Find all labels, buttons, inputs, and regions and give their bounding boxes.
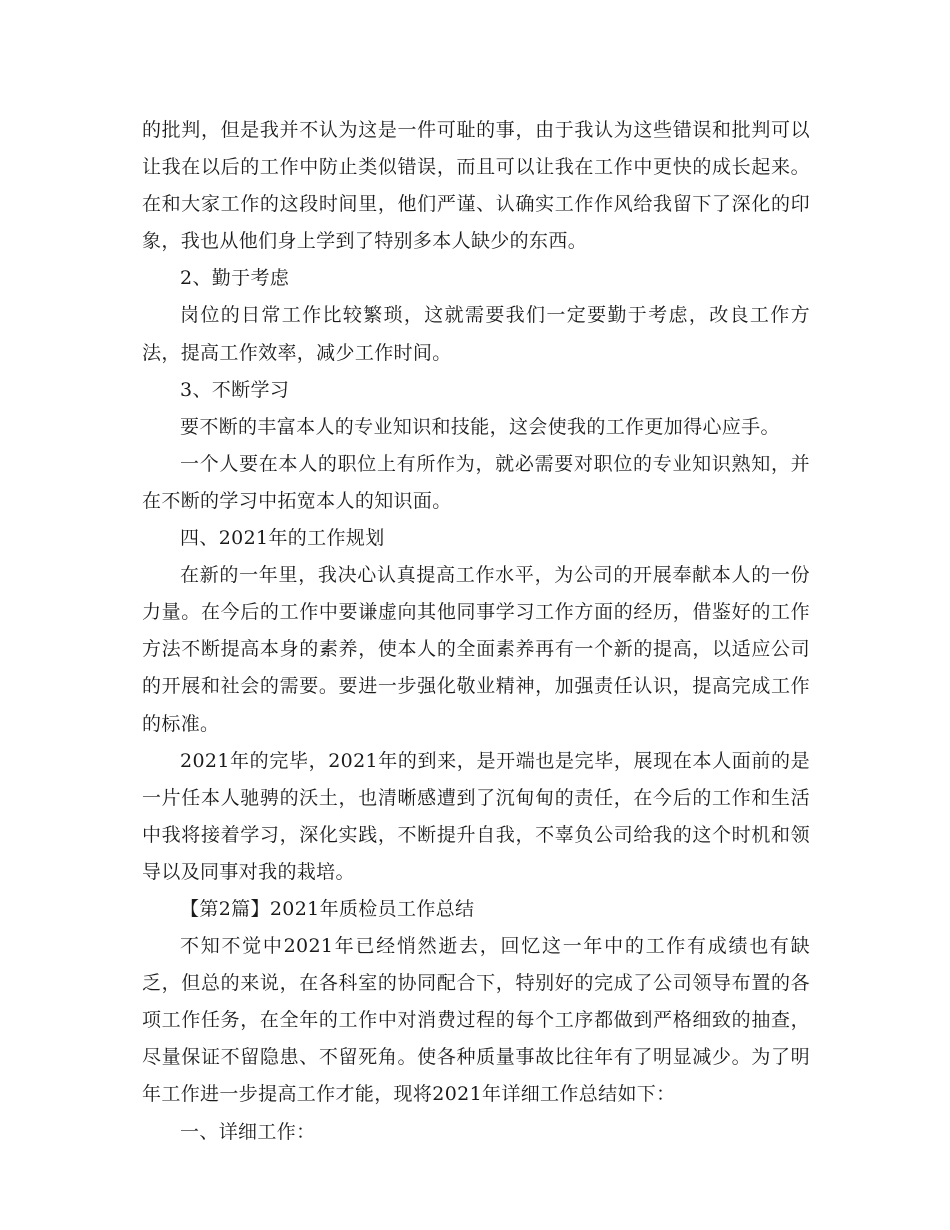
heading-continuous-learning: 3、不断学习	[180, 378, 290, 401]
document-body	[142, 112, 810, 1151]
heading-work-plan: 四、2021年的工作规划	[180, 527, 385, 550]
paragraph: 不知不觉中2021年已经悄然逝去，回忆这一年中的工作有成绩也有缺乏，但总的来说，在各科室的协同配合下，特别好的完成了公司领导布置的各项工作任务，在全年的工作中对消费过程的每个工序都做到严格细致的抽查，尽量保证不留隐患、不留死角。使各种质量事故比往年有了明显减少。为了明年工作进一步提高工作才能，现将2021年详细工作总结如下：	[142, 935, 810, 1106]
heading-detailed-work: 一、详细工作：	[180, 1120, 316, 1143]
paragraph: 一个人要在本人的职位上有所作为，就必需要对职位的专业知识熟知，并在不断的学习中拓宽本人的知识面。	[142, 452, 810, 512]
paragraph: 在新的一年里，我决心认真提高工作水平，为公司的开展奉献本人的一份力量。在今后的工作中要谦虚向其他同事学习工作方面的经历，借鉴好的工作方法不断提高本身的素养，使本人的全面素养再有一个新的提高，以适应公司的开展和社会的需要。要进一步强化敬业精神，加强责任认识，提高完成工作的标准。	[142, 564, 810, 735]
paragraph: 2021年的完毕，2021年的到来，是开端也是完毕，展现在本人面前的是一片任本人驰骋的沃土，也清晰感遭到了沉甸甸的责任，在今后的工作和生活中我将接着学习，深化实践，不断提升自我，不辜负公司给我的这个时机和领导以及同事对我的栽培。	[142, 749, 810, 883]
paragraph: 要不断的丰富本人的专业知识和技能，这会使我的工作更加得心应手。	[180, 415, 780, 438]
paragraph-continued: 的批判，但是我并不认为这是一件可耻的事，由于我认为这些错误和批判可以让我在以后的工作中防止类似错误，而且可以让我在工作中更快的成长起来。在和大家工作的这段时间里，他们严谨、认确实工作作风给我留下了深化的印象，我也从他们身上学到了特别多本人缺少的东西。	[142, 119, 810, 253]
section-title: 【第2篇】2021年质检员工作总结	[180, 897, 475, 920]
heading-diligent-thinking: 2、勤于考虑	[180, 267, 290, 290]
paragraph: 岗位的日常工作比较繁琐，这就需要我们一定要勤于考虑，改良工作方法，提高工作效率，减少工作时间。	[142, 304, 810, 364]
